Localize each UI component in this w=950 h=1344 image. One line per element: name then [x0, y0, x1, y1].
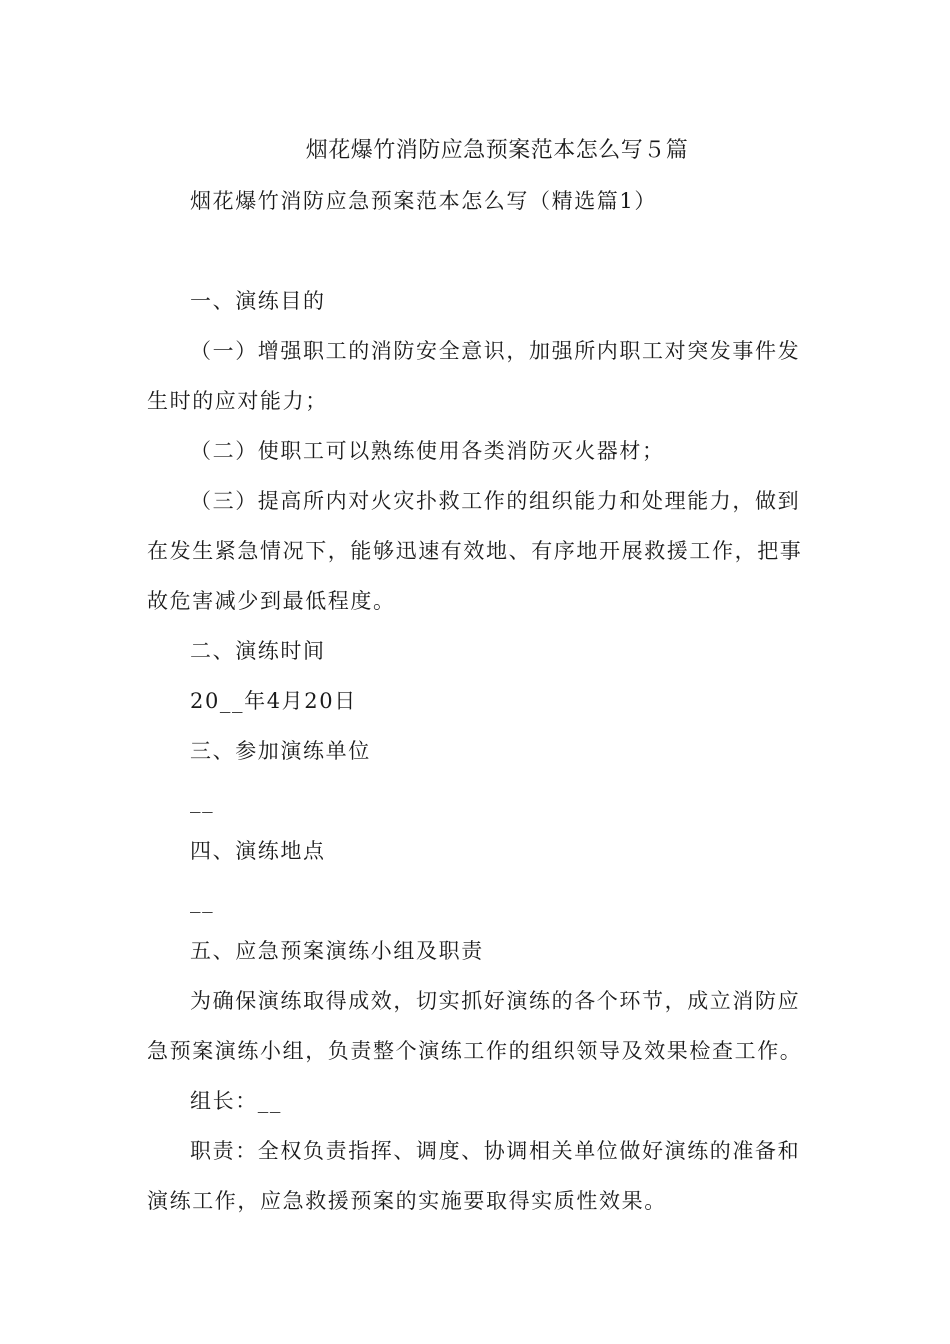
section-heading: 四、演练地点 — [190, 839, 326, 863]
paragraph-line: （三）提高所内对火灾扑救工作的组织能力和处理能力，做到 — [190, 489, 801, 513]
paragraph-line: __ — [190, 889, 215, 913]
paragraph-line: （二）使职工可以熟练使用各类消防灭火器材； — [190, 439, 665, 463]
section-heading: 五、应急预案演练小组及职责 — [190, 939, 484, 963]
paragraph-line: （一）增强职工的消防安全意识，加强所内职工对突发事件发 — [190, 339, 801, 363]
paragraph-line: __ — [190, 789, 215, 813]
document-subtitle: 烟花爆竹消防应急预案范本怎么写（精选篇1） — [190, 189, 657, 213]
paragraph-line: 生时的应对能力； — [147, 389, 328, 413]
paragraph-line: 20__年4月20日 — [190, 689, 357, 713]
paragraph-line: 组长：__ — [190, 1089, 282, 1113]
paragraph-line: 职责：全权负责指挥、调度、协调相关单位做好演练的准备和 — [190, 1139, 801, 1163]
section-heading: 二、演练时间 — [190, 639, 326, 663]
paragraph-line: 演练工作，应急救援预案的实施要取得实质性效果。 — [147, 1189, 667, 1213]
section-heading: 一、演练目的 — [190, 289, 326, 313]
paragraph-line: 为确保演练取得成效，切实抓好演练的各个环节，成立消防应 — [190, 989, 801, 1013]
paragraph-line: 故危害减少到最低程度。 — [147, 589, 396, 613]
paragraph-line: 急预案演练小组，负责整个演练工作的组织领导及效果检查工作。 — [147, 1039, 803, 1063]
section-heading: 三、参加演练单位 — [190, 739, 371, 763]
document-title: 烟花爆竹消防应急预案范本怎么写５篇 — [305, 138, 689, 163]
paragraph-line: 在发生紧急情况下，能够迅速有效地、有序地开展救援工作，把事 — [147, 539, 803, 563]
